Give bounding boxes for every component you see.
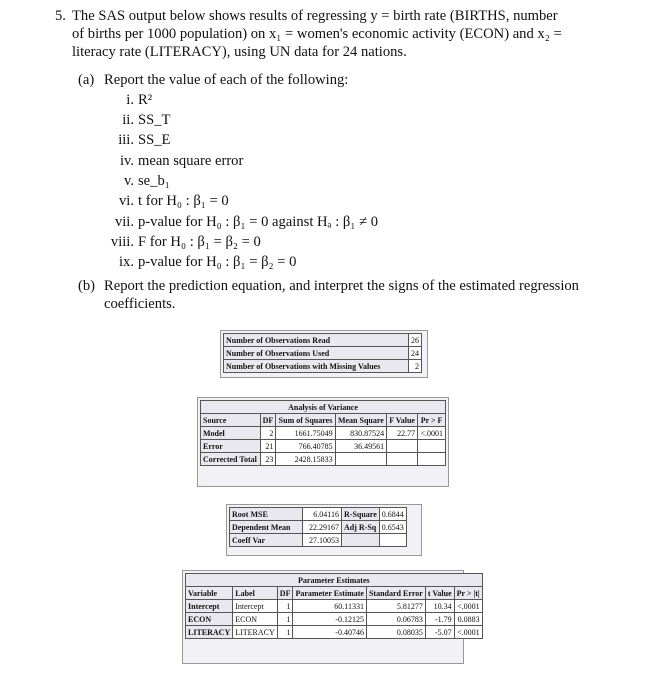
item-text: F for H₀ : β₁ = β₂ = 0 (138, 234, 261, 250)
anova-header: Sum of Squares (276, 414, 335, 427)
params-header: t Value (425, 587, 454, 600)
params-cell: Intercept (233, 600, 278, 613)
fit-cell: 0.6543 (379, 521, 406, 534)
table-row (201, 453, 446, 466)
table-row (230, 521, 407, 534)
problem-line-3: literacy rate (LITERACY), using UN data for 24 nations. (72, 44, 407, 60)
params-cell: 5.81277 (366, 600, 425, 613)
problem-line-2: of births per 1000 population) on x₁ = women's economic activity (ECON) and x₂ = (72, 26, 562, 42)
params-header: Standard Error (366, 587, 425, 600)
params-cell: -5.07 (425, 626, 454, 639)
obs-label: Number of Observations Used (224, 347, 409, 360)
item-text: R² (138, 92, 153, 108)
obs-value: 2 (409, 360, 422, 373)
anova-cell (335, 453, 386, 466)
table-row (186, 613, 483, 626)
item-number: v. (124, 173, 134, 189)
table-row (186, 626, 483, 639)
table-row (201, 427, 446, 440)
obs-table (223, 333, 422, 373)
anova-cell: Model (201, 427, 261, 440)
anova-cell: <.0001 (418, 427, 446, 440)
item-number: vi. (119, 193, 134, 209)
params-cell: 1 (277, 600, 293, 613)
obs-value: 26 (409, 334, 422, 347)
anova-cell: Error (201, 440, 261, 453)
item-text: mean square error (138, 153, 244, 169)
fit-table (229, 507, 407, 547)
anova-cell: 830.87524 (335, 427, 386, 440)
params-header: Pr > |t| (454, 587, 482, 600)
anova-cell: Corrected Total (201, 453, 261, 466)
item-text: p-value for H₀ : β₁ = 0 against Hₐ : β₁ ≠ 0 (138, 214, 379, 230)
anova-cell (387, 440, 418, 453)
table-row (224, 334, 422, 347)
part-a-label: (a) (78, 72, 95, 88)
part-b-line-1: Report the prediction equation, and interpret the signs of the estimated regression (104, 278, 579, 294)
anova-header: DF (260, 414, 276, 427)
item-number: ix. (119, 254, 134, 270)
fit-cell: Adj R-Sq (342, 521, 380, 534)
params-cell: -0.12125 (293, 613, 367, 626)
fit-cell: R-Square (342, 508, 380, 521)
params-header: Parameter Estimate (293, 587, 367, 600)
params-cell: ECON (233, 613, 278, 626)
anova-cell: 2428.15833 (276, 453, 335, 466)
anova-table (200, 400, 446, 466)
anova-header: Pr > F (418, 414, 446, 427)
params-cell: Intercept (186, 600, 233, 613)
params-table (185, 573, 483, 639)
params-cell: 1 (277, 613, 293, 626)
item-text: se_b₁ (138, 173, 170, 189)
item-number: ii. (122, 112, 134, 128)
params-cell: -1.79 (425, 613, 454, 626)
anova-cell: 23 (260, 453, 276, 466)
params-cell: 10.34 (425, 600, 454, 613)
anova-cell: 2 (260, 427, 276, 440)
obs-label: Number of Observations Read (224, 334, 409, 347)
params-cell: LITERACY (233, 626, 278, 639)
params-cell: ECON (186, 613, 233, 626)
fit-cell: 27.10053 (303, 534, 342, 547)
item-text: t for H₀ : β₁ = 0 (138, 193, 229, 209)
anova-cell: 766.40785 (276, 440, 335, 453)
params-cell: <.0001 (454, 600, 482, 613)
params-cell: 0.08035 (366, 626, 425, 639)
item-number: i. (126, 92, 134, 108)
anova-cell (418, 440, 446, 453)
anova-cell (387, 453, 418, 466)
fit-cell: Root MSE (230, 508, 303, 521)
fit-cell: Dependent Mean (230, 521, 303, 534)
anova-cell: 21 (260, 440, 276, 453)
anova-header: Source (201, 414, 261, 427)
item-text: SS_E (138, 132, 171, 148)
item-number: vii. (114, 214, 134, 230)
item-number: viii. (110, 234, 134, 250)
params-cell: LITERACY (186, 626, 233, 639)
params-cell: 1 (277, 626, 293, 639)
anova-title: Analysis of Variance (201, 401, 446, 414)
params-cell: 0.06783 (366, 613, 425, 626)
anova-cell: 36.49561 (335, 440, 386, 453)
fit-cell: 6.04116 (303, 508, 342, 521)
item-number: iii. (118, 132, 134, 148)
anova-header: Mean Square (335, 414, 386, 427)
item-text: SS_T (138, 112, 171, 128)
problem-line-1: The SAS output below shows results of regressing y = birth rate (BIRTHS, number (72, 8, 558, 24)
obs-value: 24 (409, 347, 422, 360)
params-header: Variable (186, 587, 233, 600)
params-header: Label (233, 587, 278, 600)
problem-number: 5. (55, 8, 66, 24)
anova-cell: 22.77 (387, 427, 418, 440)
params-cell: 60.11331 (293, 600, 367, 613)
fit-cell (379, 534, 406, 547)
fit-cell: 22.29167 (303, 521, 342, 534)
fit-cell (342, 534, 380, 547)
table-row (224, 347, 422, 360)
params-cell: 0.0883 (454, 613, 482, 626)
part-b-line-2: coefficients. (104, 296, 176, 312)
anova-cell: 1661.75049 (276, 427, 335, 440)
table-row (224, 360, 422, 373)
item-number: iv. (119, 153, 134, 169)
table-row (230, 508, 407, 521)
params-header: DF (277, 587, 293, 600)
params-title: Parameter Estimates (186, 574, 483, 587)
table-row (201, 440, 446, 453)
item-text: p-value for H₀ : β₁ = β₂ = 0 (138, 254, 297, 270)
fit-cell: Coeff Var (230, 534, 303, 547)
fit-cell: 0.6844 (379, 508, 406, 521)
params-cell: -0.40746 (293, 626, 367, 639)
obs-label: Number of Observations with Missing Values (224, 360, 409, 373)
anova-header: F Value (387, 414, 418, 427)
table-row (186, 600, 483, 613)
part-b-label: (b) (78, 278, 96, 294)
part-a-text: Report the value of each of the following: (104, 72, 349, 88)
table-row (230, 534, 407, 547)
params-cell: <.0001 (454, 626, 482, 639)
anova-cell (418, 453, 446, 466)
